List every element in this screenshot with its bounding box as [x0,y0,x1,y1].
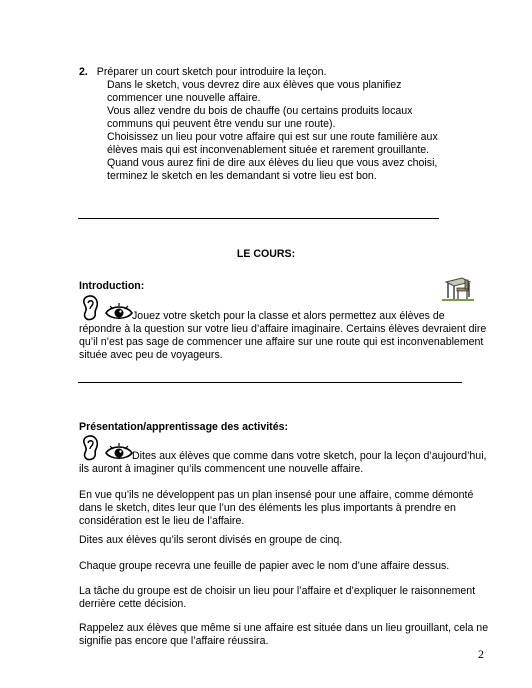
presentation-paragraph-6 [79,622,504,648]
step-number: 2. [79,66,88,78]
presentation-paragraph-5 [79,585,494,611]
text-line: derrière cette décision. [79,598,187,610]
presentation-paragraph-3: Dites aux élèves qu’ils seront divisés en groupe de cinq. [79,534,343,546]
text-line: Dans le sketch, vous devrez dire aux élèves que vous planifiez [107,79,402,91]
eye-icon [104,442,134,462]
text-line: En vue qu’ils ne développent pas un plan insensé pour une affaire, comme démonté [79,489,474,501]
text-line: dans le sketch, dites leur que l’un des éléments les plus importants à prendre en [79,502,456,514]
text-line: terminez le sketch en les demandant si votre lieu est bon. [107,170,377,182]
text-line: élèves mais qui est inconvenablement située et rarement grouillante. [107,144,430,156]
intro-icons [79,294,134,322]
text-line: signifie pas encore que l’affaire réussira. [79,635,269,647]
intro-first-line: Jouez votre sketch pour la classe et alors permettez aux élèves de [132,310,445,322]
presentation-paragraph-4: Chaque groupe recevra une feuille de papier avec le nom d’une affaire dessus. [79,560,450,572]
step-2 [79,66,499,182]
presentation-icons [79,434,134,462]
text-line: Quand vous aurez fini de dire aux élèves du lieu que vous avez choisi, [107,157,438,169]
intro-paragraph [79,323,504,362]
ear-icon [79,294,101,322]
presentation-paragraph-2 [79,489,494,528]
ear-icon [79,434,101,462]
presentation-heading: Présentation/apprentissage des activités: [79,421,289,433]
text-line: considération est le lieu de l’affaire. [79,515,245,527]
presentation-first-line: Dites aux élèves que comme dans votre sketch, pour la leçon d’aujourd’hui, [132,450,487,462]
cours-title: LE COURS: [236,248,296,260]
step-first-line: Préparer un court sketch pour introduire la leçon. [96,66,327,78]
introduction-heading: Introduction: [79,280,145,292]
divider-2 [78,382,462,383]
text-line: commencer une nouvelle affaire. [107,92,261,104]
step-instructions [107,79,492,183]
text-line: qu’il n’est pas sage de commencer une affaire sur une route qui est inconvenablement [79,336,484,348]
desk-chair-icon [440,272,476,304]
eye-icon [104,302,134,322]
text-line: communs qui peuvent être vendu sur une route). [107,118,336,130]
divider-1 [78,218,439,219]
page-number: 2 [478,647,484,661]
text-line: Vous allez vendre du bois de chauffe (ou certains produits locaux [107,105,413,117]
presentation-second-line: ils auront à imaginer qu’ils commencent une nouvelle affaire. [79,463,364,475]
text-line: Choisissez un lieu pour votre affaire qui est sur une route familière aux [107,131,438,143]
text-line: située avec peu de voyageurs. [79,349,223,361]
text-line: La tâche du groupe est de choisir un lieu pour l’affaire et d’expliquer le raisonnement [79,585,476,597]
text-line: répondre à la question sur votre lieu d’affaire imaginaire. Certains élèves devraient dire [79,323,487,335]
text-line: Rappelez aux élèves que même si une affaire est située dans un lieu grouillant, cela ne [79,622,489,634]
